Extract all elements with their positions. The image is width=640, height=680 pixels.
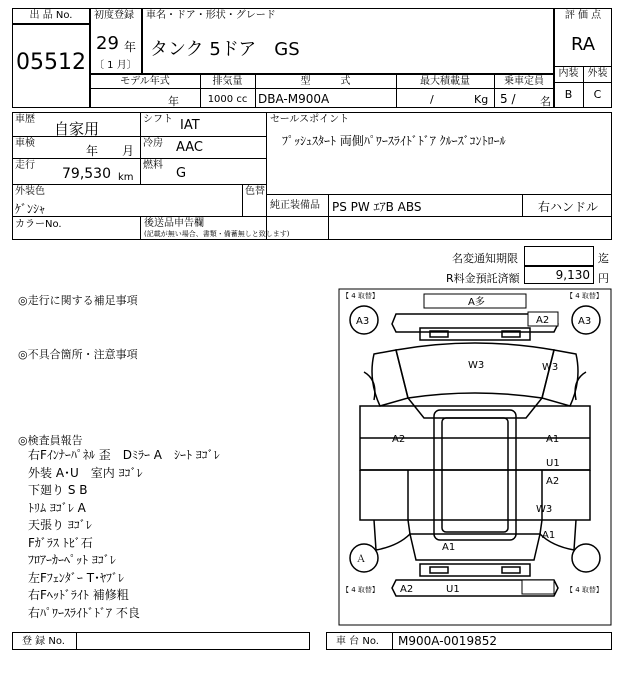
first-reg-year: 29 (96, 33, 119, 54)
reg-divider (76, 632, 77, 650)
mark-rear-r2: A1 (542, 530, 556, 541)
score-value: RA (570, 34, 596, 55)
displacement: 1000 cc (207, 94, 248, 105)
inspector-label: ◎検査員報告 (18, 434, 83, 447)
chassis-divider (392, 632, 393, 650)
inspection-label: 車検 (15, 138, 35, 149)
capacity-unit: 名 (540, 95, 551, 108)
displacement-label: 排気量 (212, 76, 243, 87)
score-label: 評 価 点 (564, 10, 602, 21)
remark-line: 下廻り S B (28, 483, 88, 497)
mark-hood: W3 (468, 360, 485, 371)
info-h2 (12, 158, 266, 159)
history: 自家用 (54, 120, 100, 138)
chassis-no: M900A-0019852 (398, 634, 497, 648)
grade-hline (554, 82, 612, 83)
info-v5 (522, 194, 523, 216)
recolor-label: 色替 (245, 186, 265, 197)
first-reg-month: 〔 1 月〕 (94, 60, 137, 71)
max-load-sep: / (430, 93, 434, 106)
mark-front-r: A2 (536, 315, 550, 326)
docs-label: 後送品申告欄 (144, 218, 204, 229)
mark-side-r3: A2 (546, 476, 560, 487)
car-condition-diagram (338, 288, 612, 626)
info-v6 (140, 216, 141, 240)
max-load-label: 最大積載量 (420, 76, 470, 87)
ac-label: 冷房 (143, 138, 163, 149)
mark-rear-bumper-l: A2 (400, 584, 414, 595)
defects-label: ◎不具合箇所・注意事項 (18, 348, 138, 361)
mileage-label: 走行 (15, 160, 35, 171)
mark-tire-fl: A3 (356, 316, 370, 327)
sales: ﾌﾟｯｼｭｽﾀｰﾄ 両側ﾊﾟﾜｰｽﾗｲﾄﾞﾄﾞｱ ｸﾙｰｽﾞｺﾝﾄﾛｰﾙ (282, 134, 506, 148)
model-year-label: モデル年式 (120, 76, 170, 87)
remark-line: ﾄﾘﾑ ﾖｺﾞﾚ A (28, 500, 86, 515)
fuel: G (176, 166, 187, 181)
tire-tag-fr: 【 4 取替】 (566, 292, 603, 300)
tire-tag-rl: 【 4 取替】 (342, 586, 379, 594)
info-v2 (266, 112, 267, 240)
exterior-label: 外装 (587, 68, 608, 79)
history-label: 車歴 (15, 114, 35, 125)
max-load-unit: Kg (474, 93, 489, 106)
recycle-value: 9,130 (555, 268, 590, 282)
capacity: 5 / (500, 92, 516, 106)
shift-label: シフト (143, 114, 173, 125)
mileage-unit: km (118, 172, 134, 183)
first-reg-label: 初度登録 (94, 10, 134, 21)
mark-side-l: A2 (392, 434, 406, 445)
recycle-unit: 円 (598, 272, 609, 285)
tire-tag-rr: 【 4 取替】 (566, 586, 603, 594)
info-h4 (12, 216, 612, 217)
color-no-label: カラーNo. (15, 219, 62, 230)
equip-label: 純正装備品 (270, 200, 320, 211)
svg-text:Ａ: Ａ (356, 554, 366, 565)
transfer-box (524, 246, 594, 266)
chassis-label: 車 台 No. (336, 636, 379, 647)
remark-line: ﾌﾛｱｰｶｰﾍﾟｯﾄ ﾖｺﾞﾚ (28, 553, 116, 567)
model-year-unit: 年 (168, 95, 179, 108)
type-label: 型 式 (300, 76, 351, 87)
mark-fender-r: W3 (542, 362, 559, 373)
recycle-label: R料金預託済額 (446, 272, 520, 285)
car-name-label: 車名・ドア・形状・グレード (146, 10, 276, 21)
docs-note: (記載が無い場合、書類・備蓄無しと致します) (144, 230, 290, 238)
remark-line: 右Fｲﾝﾅｰﾊﾟﾈﾙ 歪 Dﾐﾗｰ A ｼｰﾄ ﾖｺﾞﾚ (28, 448, 220, 462)
lot-number: 05512 (16, 50, 86, 75)
lot-label: 出 品 No. (29, 10, 73, 21)
exterior-grade: C (593, 88, 602, 101)
tire-tag-fl: 【 4 取替】 (342, 292, 379, 300)
info-v4 (328, 194, 329, 240)
info-h5 (266, 194, 612, 195)
color: ｹﾞﾝｼｬ (15, 202, 46, 216)
info-v1 (140, 112, 141, 184)
mark-tire-fr: A3 (578, 316, 592, 327)
type-value: DBA-M900A (258, 92, 330, 106)
info-h3 (12, 184, 266, 185)
equip: PS PW ｴｱB ABS (332, 200, 422, 214)
transfer-label: 名変通知期限 (452, 252, 518, 265)
transfer-unit: 迄 (598, 252, 609, 265)
mark-side-r2: U1 (546, 458, 560, 469)
remark-line: 右Fﾍｯﾄﾞﾗｲﾄ 補修粗 (28, 588, 129, 602)
interior-grade: B (564, 88, 573, 101)
remark-line: 左Fﾌｪﾝﾀﾞｰ T･ﾔﾌﾞﾚ (28, 570, 125, 585)
mark-side-r1: A1 (546, 434, 560, 445)
info-v3 (242, 184, 243, 216)
mileage: 79,530 (62, 166, 111, 182)
remark-line: 外装 A･U 室内 ﾖｺﾞﾚ (28, 465, 143, 480)
remark-line: 右ﾊﾟﾜｰｽﾗｲﾄﾞﾄﾞｱ 不良 (28, 605, 140, 620)
car-name: タンク 5ドア GS (150, 39, 300, 60)
mark-front-bumper: A多 (468, 297, 485, 308)
inspection-year: 年 (86, 144, 99, 158)
driving-remarks-label: ◎走行に関する補足事項 (18, 294, 138, 307)
first-reg-year-unit: 年 (124, 40, 137, 54)
color-label: 外装色 (15, 186, 45, 197)
ac: AAC (176, 140, 203, 155)
mark-rear-bumper-c: U1 (446, 584, 460, 595)
shift: IAT (180, 118, 200, 133)
reg-label: 登 録 No. (22, 636, 65, 647)
fuel-label: 燃料 (143, 160, 163, 171)
mark-rear-c: A1 (442, 542, 456, 553)
sales-label: セールスポイント (270, 114, 350, 125)
remark-line: Fｶﾞﾗｽ ﾄﾋﾞ石 (28, 535, 93, 550)
capacity-label: 乗車定員 (504, 76, 544, 87)
mark-rear-r1: W3 (536, 504, 553, 515)
spec-hline (90, 88, 554, 89)
info-h1 (12, 136, 266, 137)
interior-label: 内装 (558, 68, 579, 79)
inspection-month: 月 (122, 144, 135, 158)
remark-line: 天張り ﾖｺﾞﾚ (28, 518, 92, 532)
handle: 右ハンドル (538, 200, 599, 214)
